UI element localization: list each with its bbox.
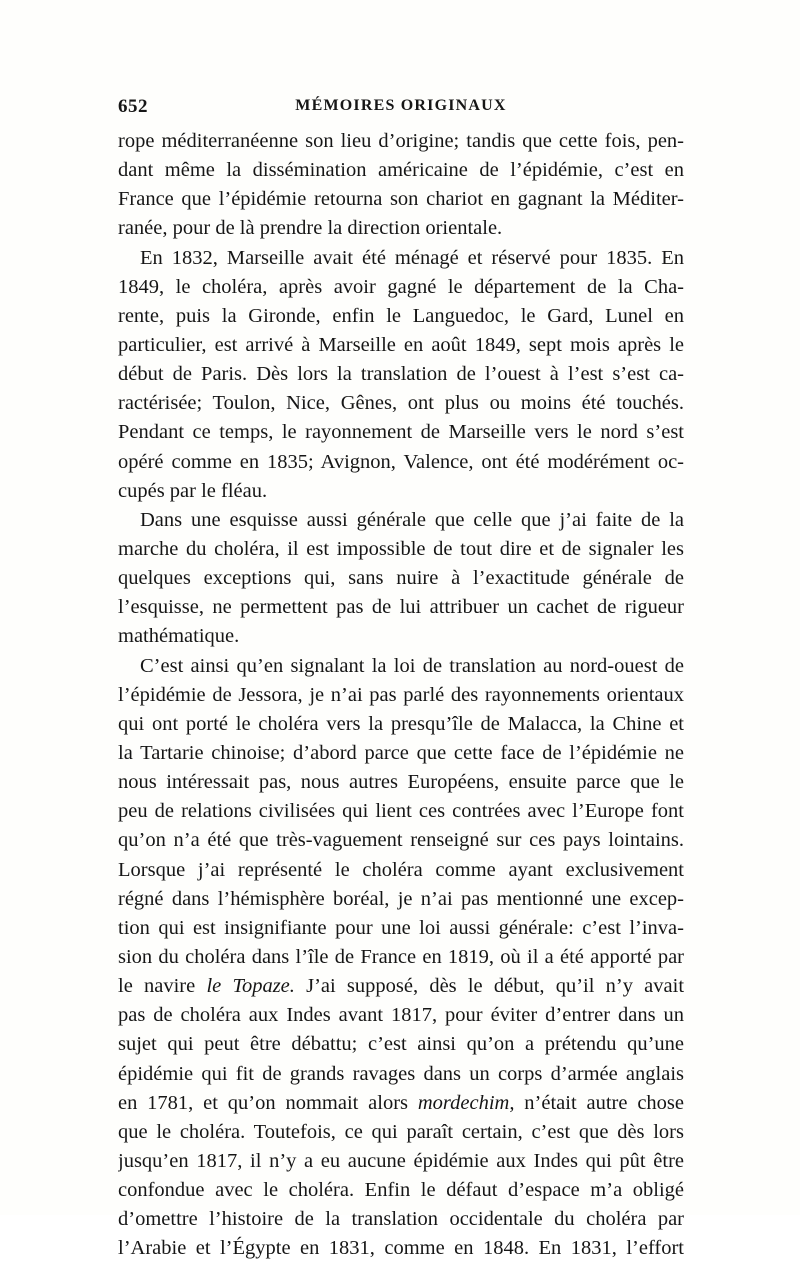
text-line-with-italic — [118, 1089, 684, 1118]
text-line: nous intéressait pas, nous autres Européens, ensuite parce que le — [118, 771, 684, 794]
text-line: France que l’épidémie retourna son chariot en gagnant la Méditer- — [118, 188, 684, 211]
text-line: peu de relations civilisées qui lient ces contrées avec l’Europe font — [118, 800, 684, 823]
text-line: régné dans l’hémisphère boréal, je n’ai pas mentionné une excep- — [118, 887, 684, 910]
text-line: En 1832, Marseille avait été ménagé et réservé pour 1835. En — [140, 246, 684, 269]
text-line-with-italic — [118, 972, 684, 1001]
text-line: marche du choléra, il est impossible de tout dire et de signaler les — [118, 537, 684, 560]
text-line: rope méditerranéenne son lieu d’origine; tandis que cette fois, pen- — [118, 130, 684, 152]
text-segment: le navire — [118, 975, 207, 998]
text-line: cupés par le fléau. — [118, 479, 268, 502]
running-head — [118, 96, 684, 124]
text-segment: J’ai supposé, dès le début, qu’il n’y avait — [294, 975, 684, 998]
text-line: l’Arabie et l’Égypte en 1831, comme en 1848. En 1831, l’effort — [118, 1237, 684, 1260]
text-line: Dans une esquisse aussi générale que celle que j’ai faite de la — [140, 508, 684, 531]
text-line: qu’on n’a été que très-vaguement renseigné sur ces pays lointains. — [118, 829, 684, 852]
text-line: dant même la dissémination américaine de l’épidémie, c’est en — [118, 159, 684, 182]
text-line: C’est ainsi qu’en signalant la loi de translation au nord-ouest de — [140, 654, 684, 677]
term-italic: mordechim, — [417, 1091, 515, 1114]
text-line: que le choléra. Toutefois, ce qui paraît certain, c’est que dès lors — [118, 1120, 684, 1143]
ship-name-italic: le Topaze. — [206, 975, 295, 998]
text-line: ractérisée; Toulon, Nice, Gênes, ont plus ou moins été touchés. — [118, 392, 684, 415]
body-text — [118, 127, 684, 1263]
text-line: la Tartarie chinoise; d’abord parce que cette face de l’épidémie ne — [118, 741, 684, 764]
text-line: l’esquisse, ne permettent pas de lui attribuer un cachet de rigueur — [118, 596, 684, 619]
text-line: d’omettre l’histoire de la translation occidentale du choléra par — [118, 1208, 684, 1231]
text-line: confondue avec le choléra. Enfin le défaut d’espace m’a obligé — [118, 1179, 684, 1202]
text-line: rente, puis la Gironde, enfin le Languedoc, le Gard, Lunel en — [118, 304, 684, 327]
text-line: opéré comme en 1835; Avignon, Valence, ont été modérément oc- — [118, 450, 684, 473]
text-line: l’épidémie de Jessora, je n’ai pas parlé des rayonnements orientaux — [118, 683, 684, 706]
text-segment: n’était autre chose — [514, 1091, 684, 1114]
text-line: épidémie qui fit de grands ravages dans un corps d’armée anglais — [118, 1062, 684, 1085]
text-line: Lorsque j’ai représenté le choléra comme ayant exclusivement — [118, 858, 684, 881]
text-line: sujet qui peut être débattu; c’est ainsi qu’on a prétendu qu’une — [118, 1033, 684, 1056]
text-segment: en 1781, et qu’on nommait alors — [118, 1091, 418, 1114]
text-line: sion du choléra dans l’île de France en 1819, où il a été apporté par — [118, 945, 684, 968]
text-line: pas de choléra aux Indes avant 1817, pour éviter d’entrer dans un — [118, 1004, 684, 1027]
page-number: 652 — [118, 96, 148, 117]
text-line: Pendant ce temps, le rayonnement de Marseille vers le nord s’est — [118, 421, 684, 444]
text-line: quelques exceptions qui, sans nuire à l’exactitude générale de — [118, 567, 684, 590]
text-line: tion qui est insignifiante pour une loi aussi générale: c’est l’inva- — [118, 916, 684, 939]
text-line: jusqu’en 1817, il n’y a eu aucune épidémie aux Indes qui pût être — [118, 1149, 684, 1172]
text-line: début de Paris. Dès lors la translation de l’ouest à l’est s’est ca- — [118, 363, 684, 386]
text-line: mathématique. — [118, 625, 240, 648]
text-line: ranée, pour de là prendre la direction orientale. — [118, 217, 503, 240]
text-line: particulier, est arrivé à Marseille en août 1849, sept mois après le — [118, 333, 684, 356]
running-title: MÉMOIRES ORIGINAUX — [295, 97, 507, 114]
text-line: 1849, le choléra, après avoir gagné le département de la Cha- — [118, 275, 684, 298]
text-line: qui ont porté le choléra vers la presqu’île de Malacca, la Chine et — [118, 712, 684, 735]
